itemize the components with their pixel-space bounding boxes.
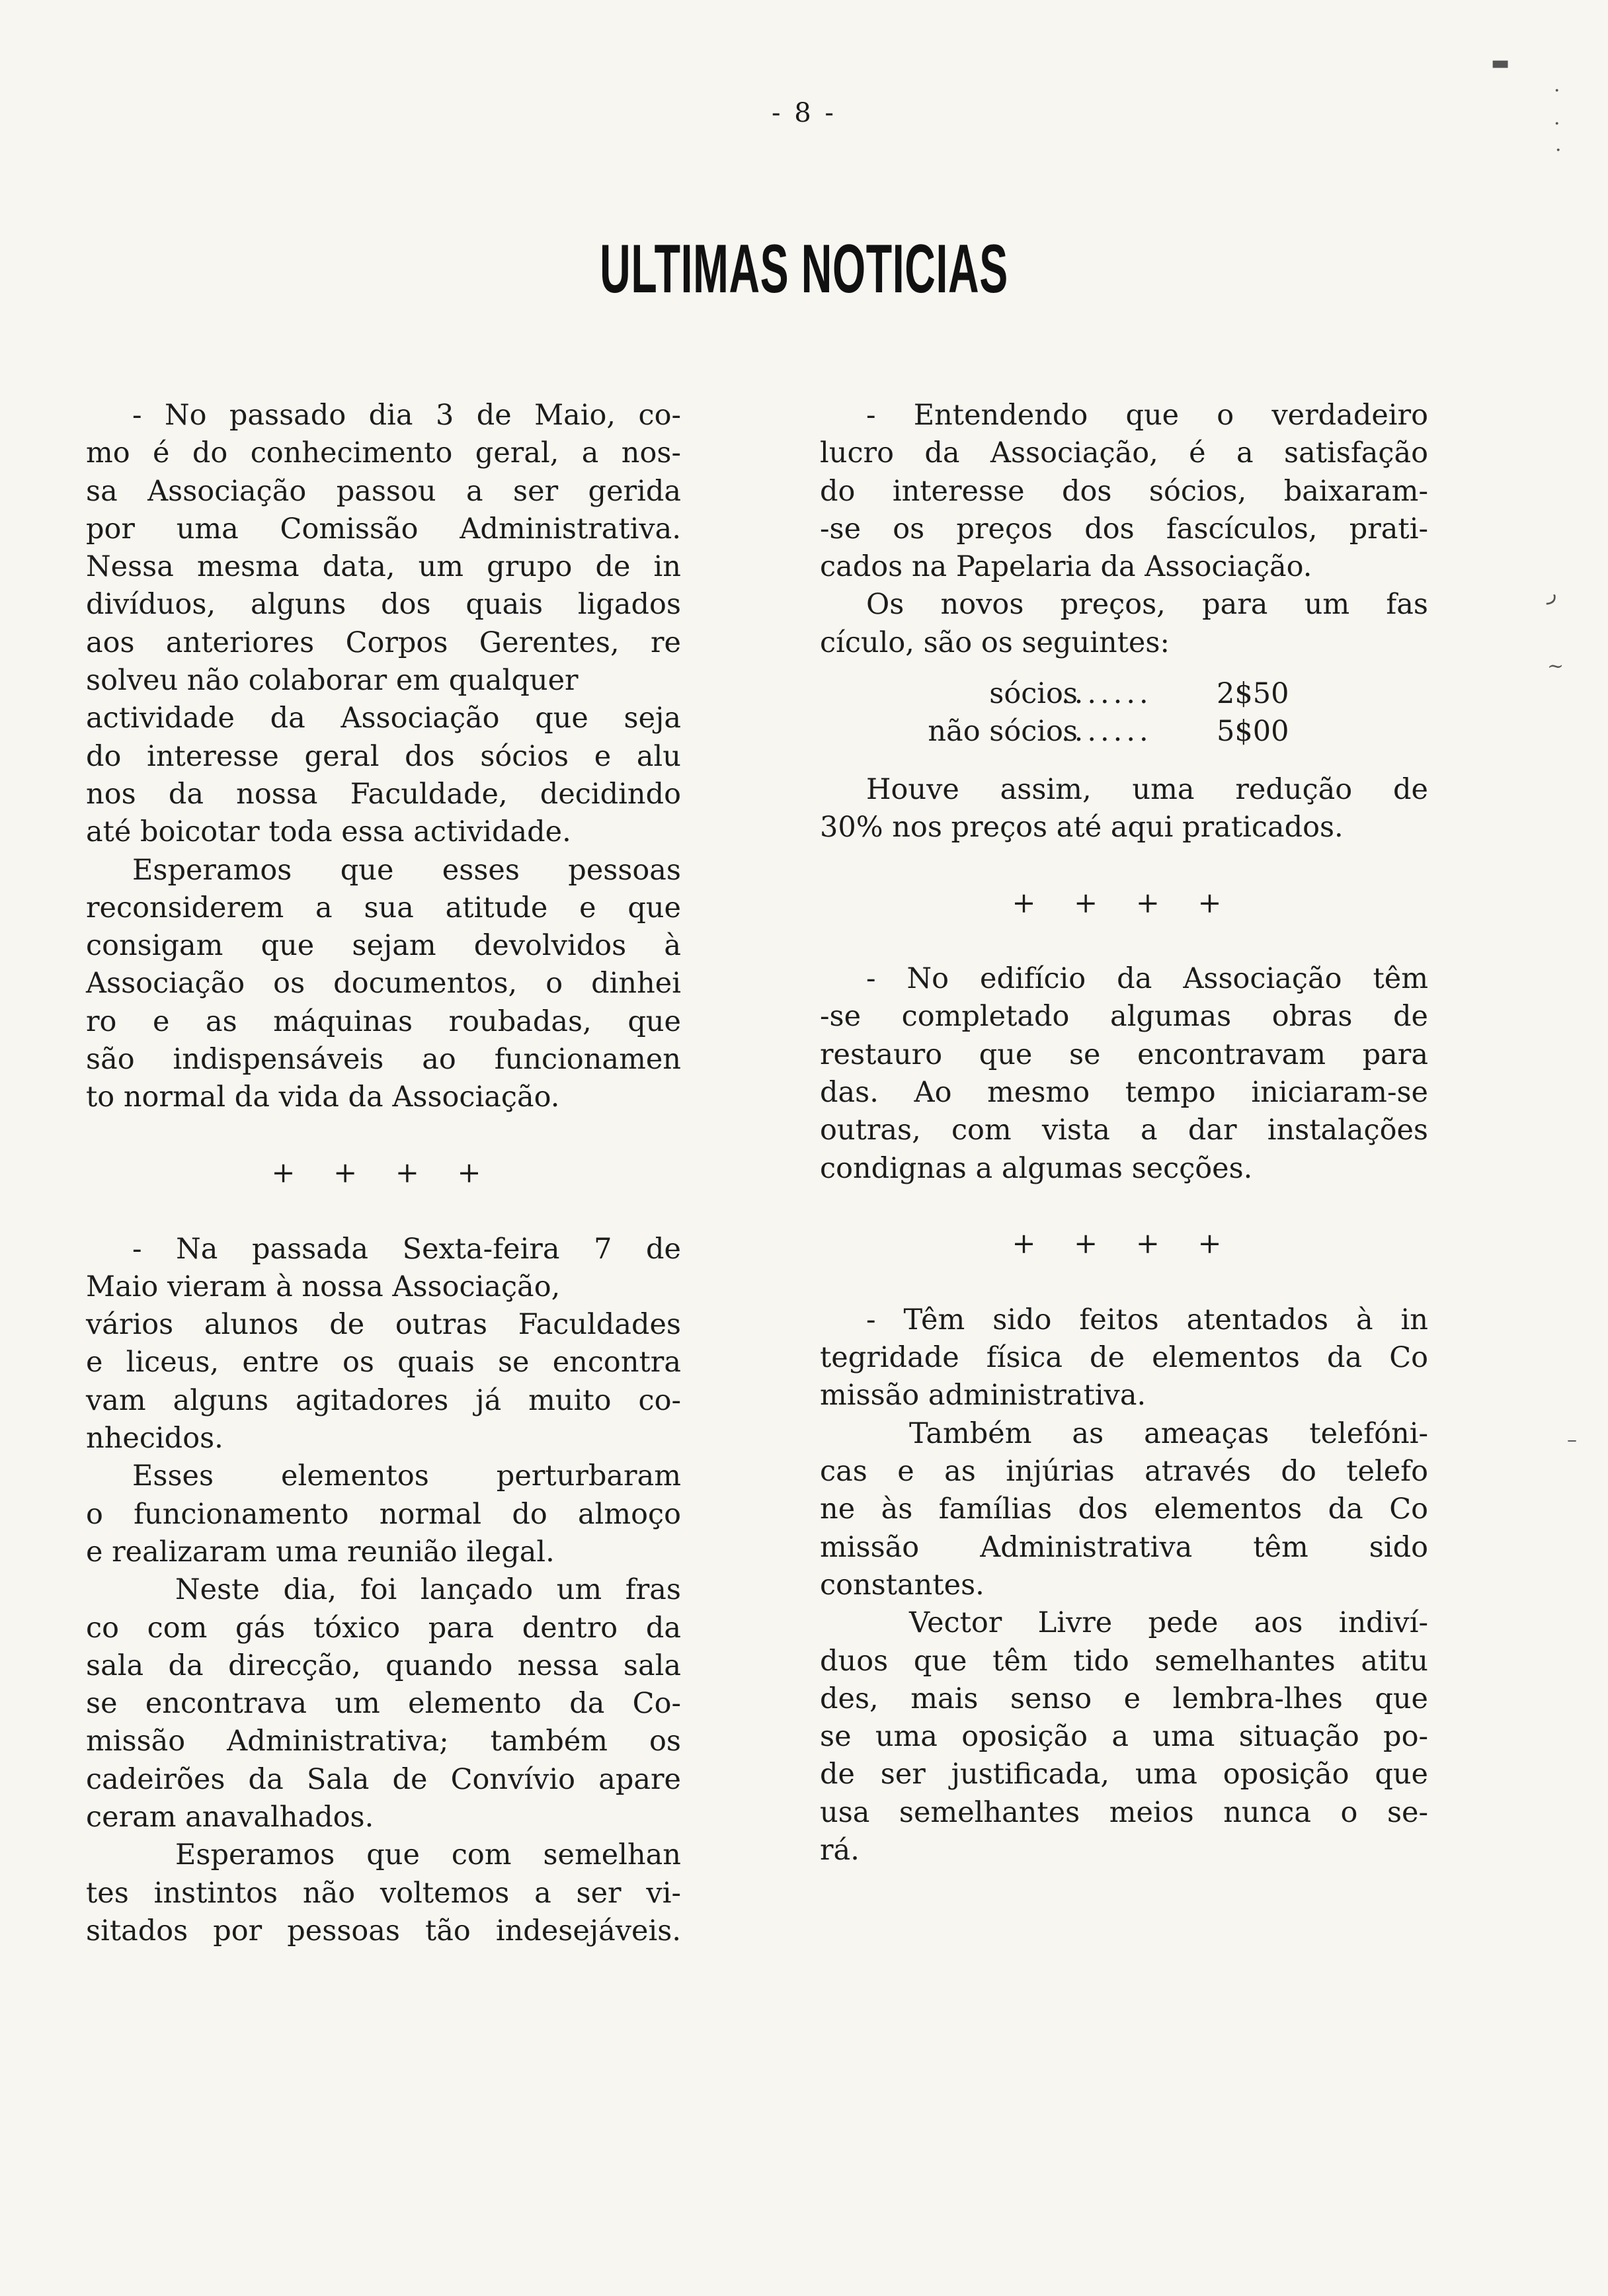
scan-speck: ~ (1547, 655, 1564, 678)
text-line: Nessa mesma data, um grupo de in (86, 550, 681, 584)
text-line: sitados por pessoas tão indesejáveis. (86, 1914, 681, 1948)
text-line: o funcionamento normal do almoço (86, 1497, 681, 1531)
text-line: - No edifício da Associação têm (866, 962, 1428, 996)
text-line: restauro que se encontravam para (820, 1038, 1428, 1071)
text-line: do interesse geral dos sócios e alu (86, 739, 681, 773)
text-line: solveu não colaborar em qualquer (86, 664, 579, 698)
text-line: condignas a algumas secções. (820, 1151, 1253, 1185)
text-line: co com gás tóxico para dentro da (86, 1611, 681, 1645)
text-line: vam alguns agitadores já muito co- (86, 1383, 681, 1417)
price-dots: ....... (1061, 715, 1152, 749)
article-entry (86, 397, 681, 1117)
text-line: ro e as máquinas roubadas, que (86, 1004, 681, 1038)
price-dots: ....... (1061, 677, 1152, 711)
text-line: cas e as injúrias através do telefo (820, 1455, 1428, 1489)
text-line: divíduos, alguns dos quais ligados (86, 588, 681, 622)
article-entry (820, 771, 1428, 847)
text-line: -se os preços dos fascículos, prati- (820, 512, 1428, 546)
price-list (820, 675, 1428, 751)
text-line: -se completado algumas obras de (820, 1000, 1428, 1034)
text-line: vários alunos de outras Faculdades (86, 1308, 681, 1342)
text-line: aos anteriores Corpos Gerentes, re (86, 626, 681, 659)
text-line: lucro da Associação, é a satisfação (820, 436, 1428, 470)
text-line: Esperamos que com semelhan (175, 1838, 681, 1872)
page-title: ULTIMAS NOTICIAS (600, 231, 1008, 308)
text-line: das. Ao mesmo tempo iniciaram-se (820, 1076, 1428, 1110)
text-line: - No passado dia 3 de Maio, co- (132, 399, 681, 432)
section-separator: + + + + (1012, 1227, 1236, 1261)
text-line: se encontrava um elemento da Co- (86, 1687, 681, 1721)
text-line: tes instintos não voltemos a ser vi- (86, 1876, 681, 1910)
text-line: do interesse dos sócios, baixaram- (820, 474, 1428, 508)
text-line: Associação os documentos, o dinhei (86, 967, 681, 1001)
article-entry (820, 397, 1428, 662)
text-line: reconsiderem a sua atitude e que (86, 891, 681, 924)
article-entry (820, 960, 1428, 1188)
text-line: to normal da vida da Associação. (86, 1081, 560, 1114)
text-line: actividade da Associação que seja (86, 702, 681, 735)
text-line: Houve assim, uma redução de (866, 772, 1428, 806)
text-line: tegridade física de elementos da Co (820, 1341, 1428, 1375)
text-line: sala da direcção, quando nessa sala (86, 1649, 681, 1682)
text-line: - Entendendo que o verdadeiro (866, 399, 1428, 432)
text-line: se uma oposição a uma situação po- (820, 1720, 1428, 1754)
text-line: usa semelhantes meios nunca o se- (820, 1795, 1428, 1829)
text-line: outras, com vista a dar instalações (820, 1114, 1428, 1147)
text-line: missão administrativa. (820, 1379, 1146, 1413)
scan-speck: · (1554, 79, 1560, 102)
scan-speck: ▬ (1491, 52, 1510, 75)
text-line: Esperamos que esses pessoas (132, 853, 681, 887)
scan-speck: – (1567, 1428, 1577, 1452)
section-separator: + + + + (271, 1156, 496, 1190)
text-line: e realizaram uma reunião ilegal. (86, 1535, 555, 1569)
text-line: Esses elementos perturbaram (132, 1459, 681, 1493)
text-line: nhecidos. (86, 1422, 223, 1456)
text-line: Neste dia, foi lançado um fras (175, 1573, 681, 1607)
text-line: nos da nossa Faculdade, decidindo (86, 777, 681, 811)
text-line: - Têm sido feitos atentados à in (866, 1303, 1428, 1336)
scan-speck: · (1554, 112, 1560, 136)
text-line: e liceus, entre os quais se encontra (86, 1346, 681, 1379)
text-line: des, mais senso e lembra-lhes que (820, 1682, 1428, 1715)
text-line: cados na Papelaria da Associação. (820, 550, 1312, 584)
text-line: cículo, são os seguintes: (820, 626, 1170, 659)
text-line: até boicotar toda essa actividade. (86, 815, 571, 849)
scan-speck: · (1555, 139, 1562, 162)
text-line: Vector Livre pede aos indiví- (909, 1606, 1428, 1640)
text-line: são indispensáveis ao funcionamen (86, 1043, 681, 1077)
text-line: 30% nos preços até aqui praticados. (820, 810, 1344, 844)
text-line: missão Administrativa; também os (86, 1725, 681, 1758)
text-line: mo é do conhecimento geral, a nos- (86, 436, 681, 470)
price-row-nao-socios (820, 713, 1428, 751)
price-value: 5$00 (1217, 715, 1289, 749)
price-label: sócios (989, 677, 1078, 711)
text-line: Maio vieram à nossa Associação, (86, 1270, 561, 1303)
text-line: cadeirões da Sala de Convívio apare (86, 1762, 681, 1796)
text-line: Também as ameaças telefóni- (909, 1416, 1428, 1450)
text-line: constantes. (820, 1568, 985, 1602)
text-line: - Na passada Sexta-feira 7 de (132, 1232, 681, 1266)
text-line: missão Administrativa têm sido (820, 1530, 1428, 1564)
section-separator: + + + + (1012, 886, 1236, 920)
price-value: 2$50 (1217, 677, 1289, 711)
text-line: sa Associação passou a ser gerida (86, 474, 681, 508)
text-line: ne às famílias dos elementos da Co (820, 1493, 1428, 1526)
text-line: duos que têm tido semelhantes atitu (820, 1644, 1428, 1678)
article-entry (820, 1301, 1428, 1869)
text-line: rá. (820, 1833, 860, 1867)
text-line: Os novos preços, para um fas (866, 588, 1428, 622)
text-line: consigam que sejam devolvidos à (86, 929, 681, 963)
left-column (86, 397, 681, 1950)
scan-speck: ر (1547, 582, 1557, 605)
text-line: ceram anavalhados. (86, 1800, 374, 1834)
right-column (820, 397, 1428, 1869)
text-line: de ser justificada, uma oposição que (820, 1758, 1428, 1791)
article-entry (86, 1231, 681, 1951)
page-number: - 8 - (772, 98, 836, 128)
price-row-socios (820, 675, 1428, 713)
price-label: não sócios (928, 715, 1078, 749)
text-line: por uma Comissão Administrativa. (86, 512, 681, 546)
